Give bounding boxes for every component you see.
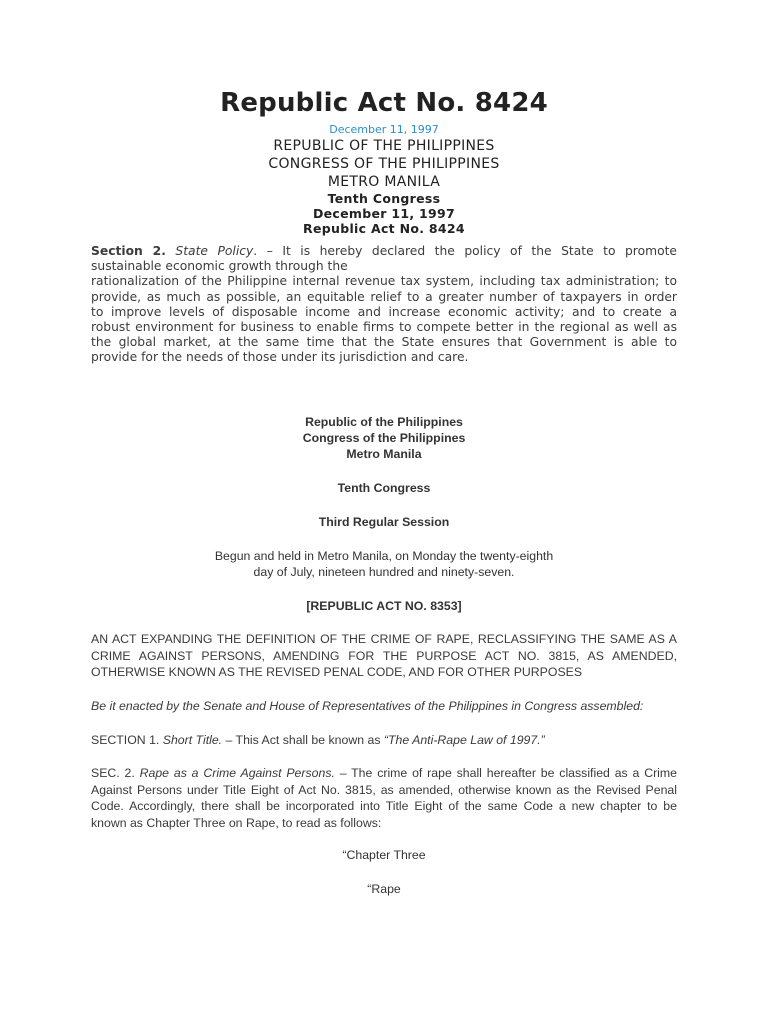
sec-2-line: Against Persons under Title Eight of Act No. 3815, as amended, otherwise known as the Revised Penal xyxy=(91,782,677,797)
header-block xyxy=(0,137,768,236)
act-title-line: CRIME AGAINST PERSONS, AMENDING FOR THE PURPOSE ACT NO. 3815, AS AMENDED, xyxy=(91,648,677,663)
header-line-metro-manila: METRO MANILA xyxy=(327,174,441,190)
section-2-paragraph xyxy=(91,244,677,366)
section-2-heading: State Policy xyxy=(175,244,254,258)
sec-2-paragraph xyxy=(91,765,677,831)
header-line-congress: CONGRESS OF THE PHILIPPINES xyxy=(268,156,500,172)
section-2-line: to improve levels of disposable income and increase economic activity; and to create a xyxy=(91,304,677,319)
enacting-clause: Be it enacted by the Senate and House of Representatives of the Philippines in Congress assembled: xyxy=(91,699,644,713)
section-1-paragraph: SECTION 1. Short Title. – This Act shall be known as “The Anti-Rape Law of 1997.” xyxy=(91,733,545,747)
section-2-line: Section 2. State Policy. – It is hereby declared the policy of the State to promote xyxy=(91,244,677,258)
section-1-heading: Short Title. xyxy=(162,733,223,747)
sec-2-line: Code. Accordingly, there shall be incorporated into Title Eight of the same Code a new chapter to be xyxy=(91,799,677,813)
sec-2-line: known as Chapter Three on Rape, to read as follows: xyxy=(91,815,382,830)
section-2-line: robust environment for business to enable firms to compete better in the regional as well as xyxy=(91,320,677,335)
act-title-line: OTHERWISE KNOWN AS THE REVISED PENAL CODE, AND FOR OTHER PURPOSES xyxy=(91,665,583,679)
ra8353-header-line: Republic of the Philippines xyxy=(305,415,463,429)
ra8353-session: Third Regular Session xyxy=(318,515,450,529)
date-link[interactable]: December 11, 1997 xyxy=(329,123,439,136)
section-2-line: provide for the needs of those under its jurisdiction and care. xyxy=(91,350,469,365)
header-sub-tenth-congress: Tenth Congress xyxy=(327,191,441,206)
rape-heading: “Rape xyxy=(367,882,401,896)
ra8353-act-number: [REPUBLIC ACT NO. 8353] xyxy=(306,599,462,613)
ra8353-begun xyxy=(0,548,768,580)
document-title: Republic Act No. 8424 xyxy=(220,88,548,118)
section-2-line: the global market, at the same time that the State ensures that Government is able to xyxy=(91,335,677,350)
header-sub-act-number: Republic Act No. 8424 xyxy=(303,221,465,236)
section-2-line: rationalization of the Philippine internal revenue tax system, including tax administration; to xyxy=(91,274,677,289)
begun-line: day of July, nineteen hundred and ninety-seven. xyxy=(253,565,515,579)
sec-2-heading: Rape as a Crime Against Persons. xyxy=(139,766,335,780)
section-1-label: SECTION 1. xyxy=(91,733,163,747)
ra8353-act-title xyxy=(91,631,677,681)
header-line-republic: REPUBLIC OF THE PHILIPPINES xyxy=(273,138,495,154)
sec-2-line: SEC. 2. Rape as a Crime Against Persons. – The crime of rape shall hereafter be classified as a Crime xyxy=(91,766,677,780)
section-2-line: provide, as much as possible, an equitable relief to a greater number of taxpayers in order xyxy=(91,289,677,304)
chapter-three-heading: “Chapter Three xyxy=(342,848,426,862)
ra8353-header xyxy=(0,414,768,462)
ra8353-header-line: Metro Manila xyxy=(346,447,422,461)
ra8353-header-line: Congress of the Philippines xyxy=(302,431,466,445)
ra8353-congress: Tenth Congress xyxy=(337,481,431,495)
section-1-quote: “The Anti-Rape Law of 1997.” xyxy=(383,733,545,747)
header-sub-date: December 11, 1997 xyxy=(312,206,456,221)
begun-line: Begun and held in Metro Manila, on Monday the twenty-eighth xyxy=(214,549,554,563)
section-2-label: Section 2. xyxy=(91,244,166,258)
act-title-line: AN ACT EXPANDING THE DEFINITION OF THE CRIME OF RAPE, RECLASSIFYING THE SAME AS A xyxy=(91,632,677,646)
section-2-line: sustainable economic growth through the xyxy=(91,259,348,274)
